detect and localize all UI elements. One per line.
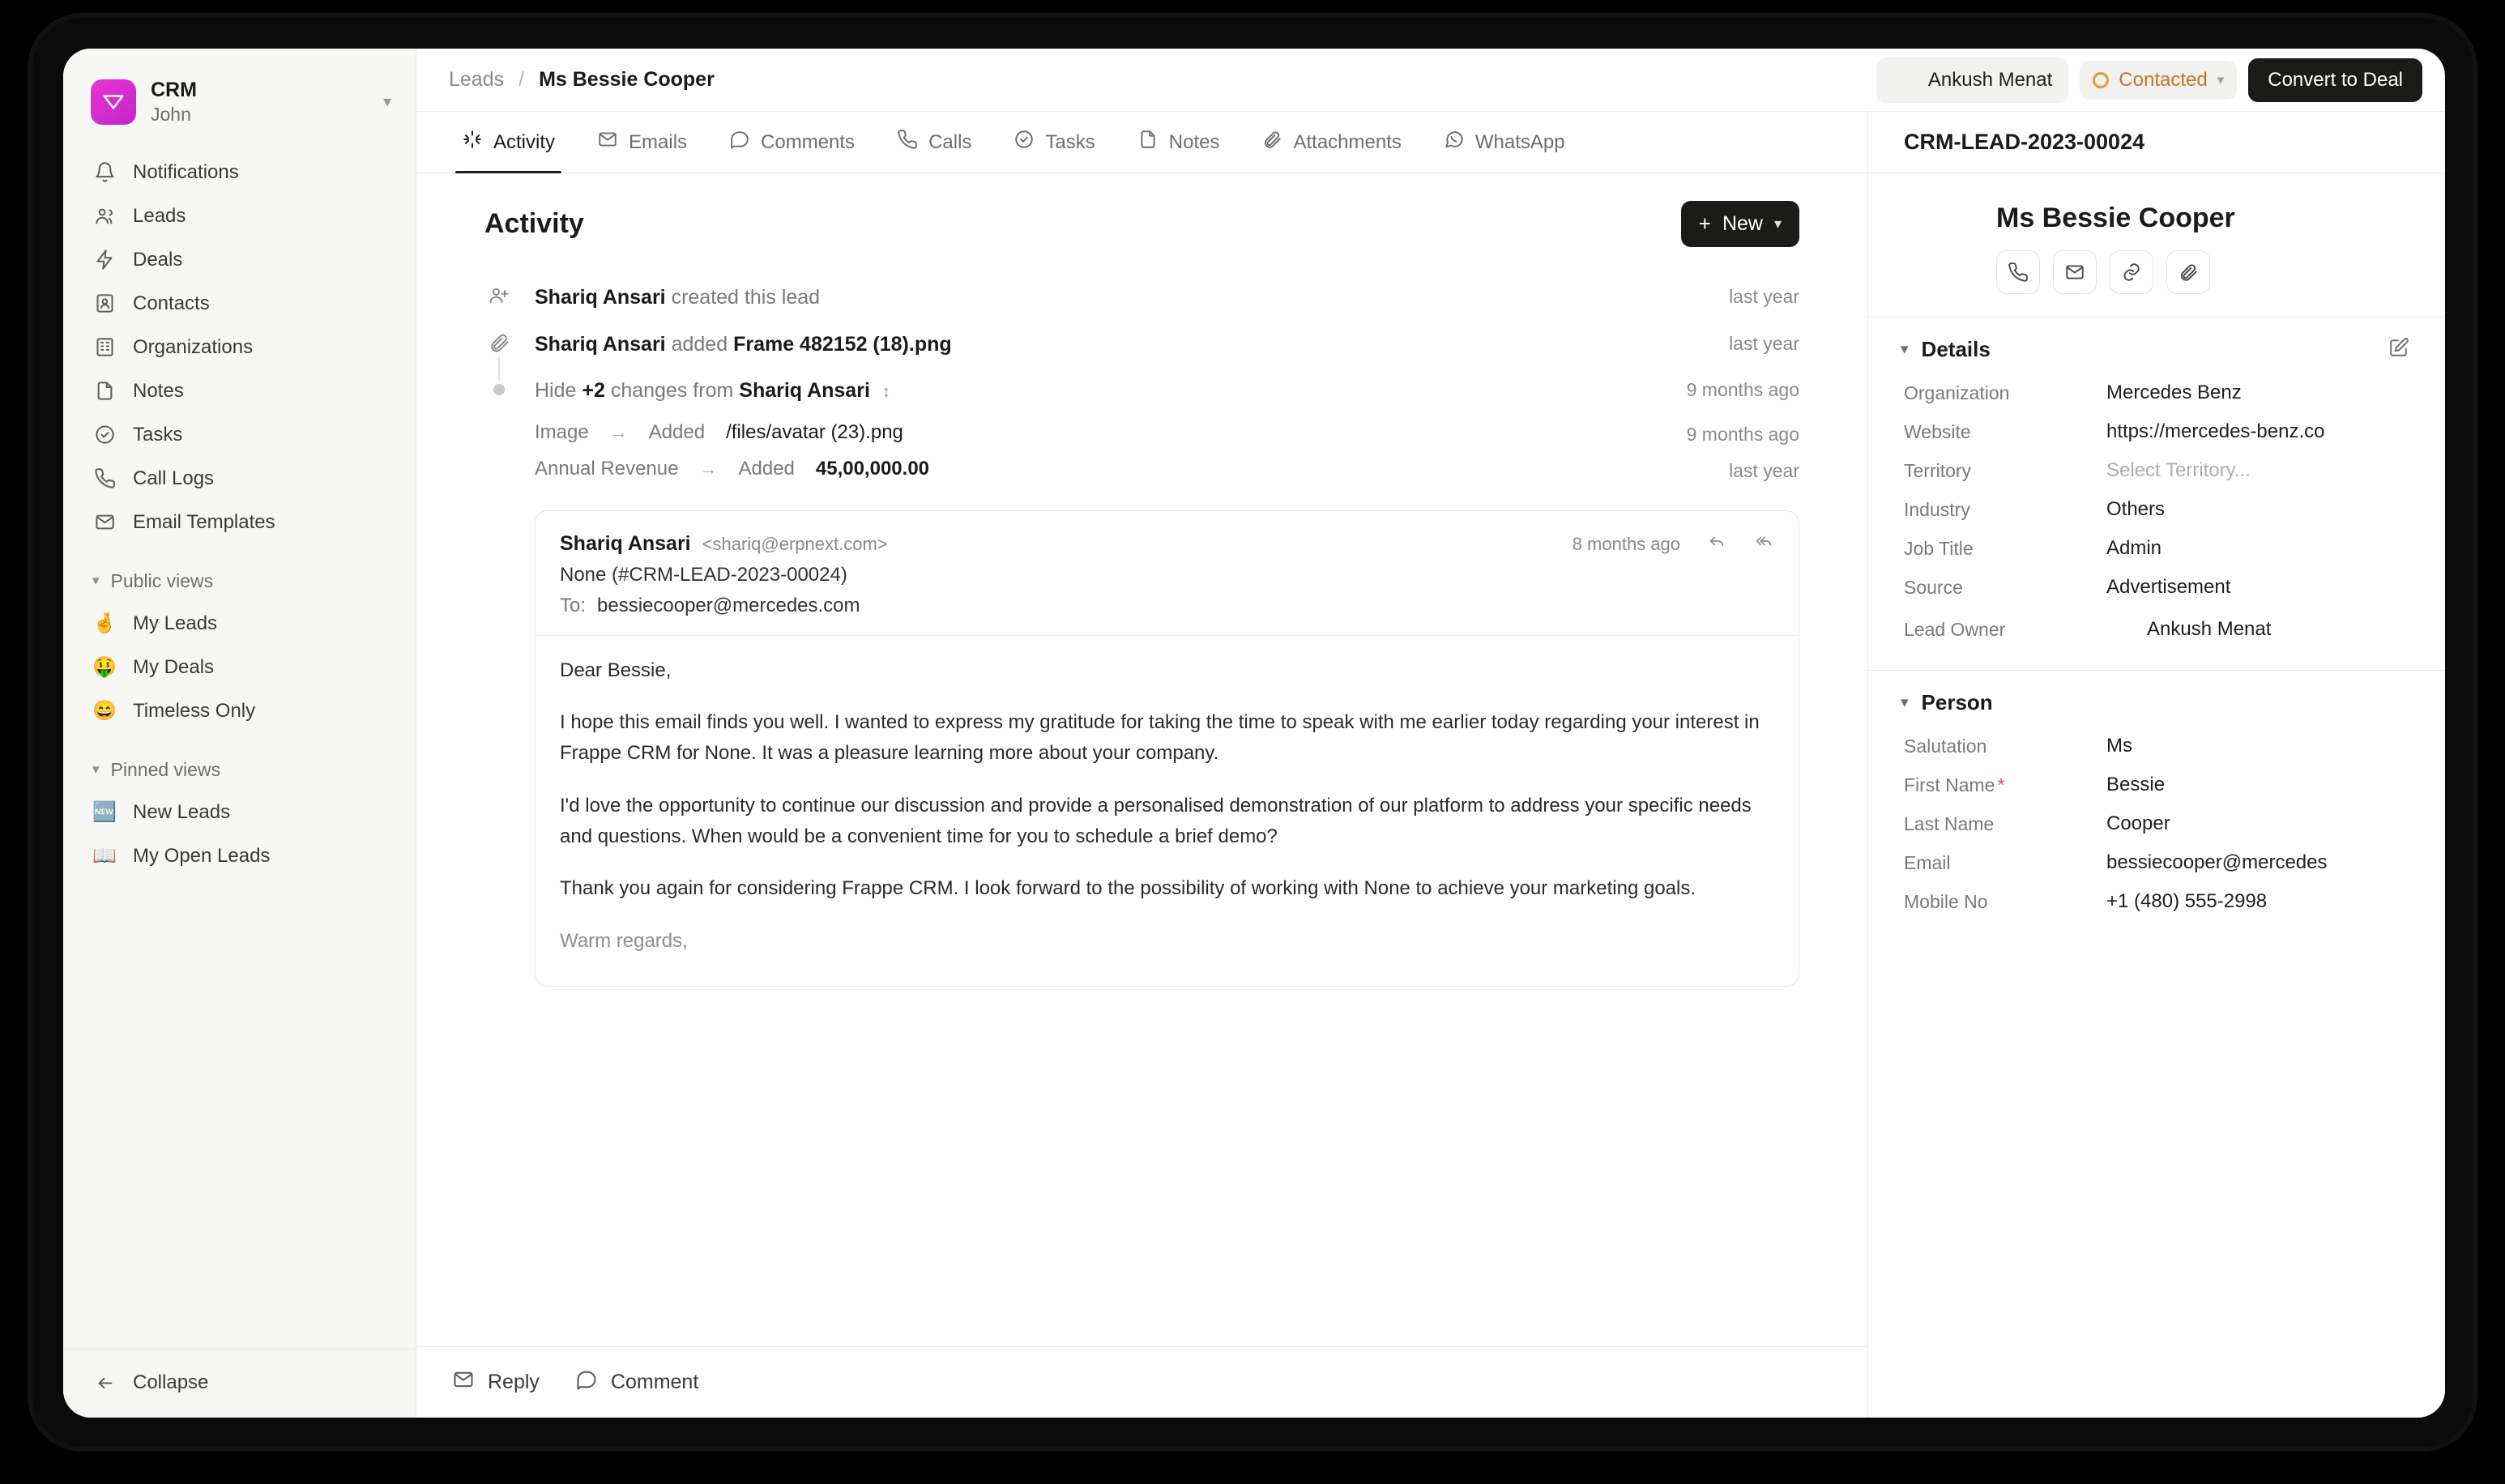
email-card[interactable]	[535, 510, 1799, 987]
plus-icon: +	[1698, 211, 1711, 236]
email-icon[interactable]	[2053, 250, 2097, 294]
book-emoji-icon: 📖	[92, 845, 117, 868]
tab-label: Attachments	[1293, 130, 1402, 153]
sidebar-item-label: New Leads	[133, 800, 231, 823]
email-recipients	[560, 595, 1774, 617]
email-body	[560, 636, 1774, 957]
chevron-down-icon: ▾	[382, 93, 391, 112]
page-title: Activity	[484, 208, 584, 239]
tab-label: Comments	[761, 130, 856, 153]
person-section-header[interactable]	[1868, 671, 2445, 727]
email-paragraph: I hope this email finds you well. I wanted to express my gratitude for taking the time to speak with me earlier today regarding your interest in Frappe CRM for None. It was a pleasure learning more about your company.	[560, 710, 1760, 765]
details-panel	[1868, 112, 2445, 1418]
email-time: 8 months ago	[1572, 533, 1680, 554]
task-icon	[1014, 129, 1035, 156]
convert-to-deal-button[interactable]: Convert to Deal	[2248, 58, 2422, 102]
feed-time: last year	[1729, 286, 1799, 307]
sidebar-item-label: Email Templates	[133, 510, 275, 533]
sidebar-item-call-logs[interactable]	[79, 458, 399, 500]
feed-group-toggle[interactable]	[484, 368, 1799, 415]
chevron-down-icon: ▾	[92, 761, 100, 778]
feed-time: last year	[1729, 332, 1799, 354]
deals-icon	[92, 248, 117, 272]
field-value-wrapper	[2106, 615, 2409, 644]
lead-owner-chip[interactable]	[1876, 58, 2068, 103]
change-field: Image	[535, 421, 589, 443]
field-email[interactable]	[1868, 843, 2445, 882]
feed-action: added	[671, 332, 728, 356]
field-label: Territory	[1904, 459, 1972, 481]
comment-button[interactable]	[575, 1368, 698, 1397]
sidebar-item-label: Timeless Only	[133, 699, 256, 722]
collapse-arrow-icon	[92, 1371, 117, 1395]
arrow-right-icon: →	[699, 458, 718, 479]
sidebar-item-timeless-only[interactable]	[79, 690, 399, 732]
email-subject: None (#CRM-LEAD-2023-00024)	[560, 563, 847, 586]
topbar	[416, 49, 2445, 112]
collapse-label: Collapse	[133, 1371, 209, 1393]
sidebar-item-label: My Leads	[133, 612, 218, 634]
chevron-down-icon: ▾	[92, 573, 100, 589]
sidebar-item-label: Call Logs	[133, 467, 215, 489]
tab-label: Notes	[1168, 130, 1220, 153]
feed-action: created this lead	[671, 286, 821, 309]
sidebar-item-leads[interactable]	[79, 195, 399, 237]
contacts-icon	[92, 292, 117, 316]
section-pinned-views[interactable]	[79, 754, 399, 786]
section-title: Person	[1921, 690, 1993, 714]
field-lead-owner[interactable]	[1868, 607, 2445, 652]
tab-notes[interactable]	[1120, 112, 1238, 173]
section-public-views[interactable]	[79, 565, 399, 597]
crm-logo-icon	[91, 79, 136, 125]
activity-content	[416, 173, 1867, 987]
organizations-icon	[92, 335, 117, 360]
sidebar-item-notes[interactable]	[79, 370, 399, 412]
brand-user: John	[151, 104, 191, 125]
hide-label: Hide	[535, 379, 577, 402]
required-marker: *	[1997, 774, 2005, 795]
field-first-name[interactable]	[1868, 765, 2445, 804]
email-icon	[597, 129, 618, 156]
field-value: Select Territory...	[2106, 459, 2251, 481]
attachment-icon[interactable]	[2166, 250, 2210, 294]
activity-icon	[462, 129, 483, 156]
sidebar-item-contacts[interactable]	[79, 283, 399, 325]
field-label: Website	[1904, 420, 1971, 442]
field-value: +1 (480) 555-2998	[2106, 890, 2268, 912]
group-actor: Shariq Ansari	[739, 379, 870, 402]
chevron-down-icon: ▾	[1773, 215, 1782, 232]
feed-text	[535, 283, 1708, 313]
field-label: Salutation	[1904, 735, 1987, 757]
field-value: Advertisement	[2106, 576, 2231, 598]
avatar	[1884, 64, 1917, 96]
tab-emails[interactable]	[579, 112, 705, 173]
attachment-icon	[484, 330, 514, 354]
sidebar-item-label: My Open Leads	[133, 844, 271, 867]
email-paragraph: Dear Bessie,	[560, 659, 672, 681]
field-label: Lead Owner	[1904, 618, 2006, 640]
sidebar-item-label: Notifications	[133, 160, 239, 183]
phone-icon	[92, 467, 117, 491]
email-paragraph: I'd love the opportunity to continue our discussion and provide a personalised demonstration of our platform to address your specific needs and questions. When would be a convenient time for you to schedule a brief demo?	[560, 794, 1752, 848]
change-value: /files/avatar (23).png	[726, 421, 903, 443]
new-button-label: New	[1722, 212, 1763, 235]
sidebar-item-label: My Deals	[133, 655, 215, 678]
sidebar-item-label: Deals	[133, 248, 183, 271]
lead-owner-name: Ankush Menat	[1927, 68, 2053, 91]
composer-bar	[416, 1346, 1867, 1418]
sidebar-item-email-templates[interactable]	[79, 501, 399, 544]
feed-actor: Shariq Ansari	[535, 286, 666, 309]
link-icon[interactable]	[2110, 250, 2153, 294]
new-activity-button[interactable]	[1681, 201, 1799, 247]
breadcrumb-separator: /	[518, 68, 525, 91]
change-count: +2	[582, 379, 605, 402]
collapse-sidebar-button[interactable]	[79, 1362, 399, 1403]
field-label: Organization	[1904, 382, 2010, 403]
attachment-icon	[1261, 129, 1282, 156]
tab-comments[interactable]	[711, 112, 873, 173]
tab-attachments[interactable]	[1244, 112, 1419, 173]
leads-icon	[92, 204, 117, 228]
tab-tasks[interactable]	[996, 112, 1112, 173]
main-area	[416, 49, 2445, 1418]
comment-icon	[729, 129, 750, 156]
status-dot-icon	[2093, 72, 2109, 88]
section-label: Public views	[110, 569, 214, 591]
field-value: Ankush Menat	[2147, 618, 2272, 640]
feed-item-created	[484, 275, 1799, 322]
phone-icon	[897, 129, 918, 156]
tasks-icon	[92, 423, 117, 447]
field-label: Source	[1904, 576, 1963, 598]
note-icon	[1137, 129, 1159, 156]
feed-actor: Shariq Ansari	[535, 332, 666, 356]
feed-time: 9 months ago	[1686, 379, 1799, 400]
timeline-line	[498, 356, 500, 381]
email-to-address: bessiecooper@mercedes.com	[597, 594, 860, 616]
field-value: Mercedes Benz	[2106, 382, 2242, 403]
hand-emoji-icon: 🤞	[92, 612, 117, 635]
change-time: last year	[1729, 459, 1799, 481]
tab-calls[interactable]	[879, 112, 989, 173]
field-industry[interactable]	[1868, 490, 2445, 529]
change-field: Annual Revenue	[535, 458, 679, 480]
person-hero	[1868, 173, 2445, 318]
email-header	[560, 532, 1774, 556]
field-label: Industry	[1904, 498, 1970, 520]
whatsapp-icon	[1444, 129, 1465, 156]
avatar	[2106, 615, 2136, 644]
money-face-emoji-icon: 🤑	[92, 656, 117, 679]
breadcrumb-leads[interactable]: Leads	[449, 68, 505, 91]
sidebar-item-label: Leads	[133, 204, 186, 227]
sidebar-item-label: Contacts	[133, 292, 210, 314]
tab-label: Tasks	[1045, 130, 1095, 153]
arrow-right-icon: →	[609, 422, 628, 442]
workspace-switcher[interactable]	[83, 71, 399, 133]
center-column	[416, 112, 1868, 1418]
reply-all-icon[interactable]	[1753, 532, 1774, 554]
change-row-image	[484, 415, 1799, 451]
comment-label: Comment	[610, 1371, 699, 1393]
tab-label: Emails	[629, 130, 688, 153]
sidebar-item-new-leads[interactable]	[79, 791, 399, 834]
field-organization[interactable]	[1868, 373, 2445, 412]
field-value: Ms	[2106, 735, 2132, 757]
tab-bar	[416, 112, 1867, 173]
status-badge[interactable]	[2080, 61, 2237, 100]
email-to-label: To:	[560, 594, 587, 616]
activity-scroll-region[interactable]	[416, 173, 1867, 1346]
person-name: Ms Bessie Cooper	[1996, 203, 2235, 233]
change-value: 45,00,000.00	[815, 458, 930, 480]
email-icon	[452, 1368, 475, 1397]
phone-icon[interactable]	[1996, 250, 2040, 294]
email-sender-address: <shariq@erpnext.com>	[702, 533, 888, 554]
field-job-title[interactable]	[1868, 529, 2445, 568]
field-website[interactable]	[1868, 412, 2445, 451]
status-label: Contacted	[2119, 68, 2208, 91]
tab-label: Activity	[493, 130, 556, 153]
chevron-updown-icon: ↕	[881, 383, 890, 401]
sidebar-item-tasks[interactable]	[79, 414, 399, 456]
field-label: Email	[1904, 851, 1951, 873]
mail-icon	[92, 510, 117, 535]
feed-text	[535, 330, 1708, 360]
tab-whatsapp[interactable]	[1426, 112, 1583, 173]
change-action: Added	[738, 458, 795, 480]
sidebar-item-deals[interactable]	[79, 239, 399, 281]
field-value: https://mercedes-benz.co	[2106, 420, 2325, 442]
chevron-down-icon: ▾	[1901, 694, 1909, 711]
sidebar-item-label: Tasks	[133, 423, 183, 446]
activity-header	[484, 201, 1799, 247]
change-row-annual-revenue	[484, 451, 1799, 488]
section-title: Details	[1921, 337, 1991, 361]
field-label: Last Name	[1904, 812, 1995, 834]
comment-icon	[575, 1368, 598, 1397]
chevron-down-icon: ▾	[2217, 71, 2225, 87]
field-value: Cooper	[2106, 812, 2170, 834]
notes-icon	[92, 379, 117, 403]
email-paragraph: Thank you again for considering Frappe CRM. I look forward to the possibility of working with None to achieve your marketing goals.	[560, 877, 1696, 900]
sidebar-item-notifications[interactable]	[79, 151, 399, 194]
field-last-name[interactable]	[1868, 804, 2445, 843]
sidebar-item-my-deals[interactable]	[79, 646, 399, 689]
tab-label: WhatsApp	[1474, 130, 1565, 153]
new-emoji-icon: 🆕	[92, 801, 117, 824]
field-salutation[interactable]	[1868, 727, 2445, 765]
field-value: Others	[2106, 498, 2166, 520]
quick-actions	[1996, 250, 2235, 294]
field-label: Job Title	[1904, 537, 1974, 559]
section-label: Pinned views	[110, 758, 221, 780]
change-action: Added	[648, 421, 706, 443]
field-value: bessiecooper@mercedes	[2106, 851, 2328, 873]
content-split	[416, 112, 2445, 1418]
dot-icon	[493, 384, 505, 395]
reply-button[interactable]	[452, 1368, 540, 1397]
feed-object: Frame 482152 (18).png	[733, 332, 952, 356]
group-dot-icon	[484, 376, 514, 395]
person-add-icon	[484, 283, 514, 307]
activity-feed	[484, 275, 1799, 987]
field-mobile-no[interactable]	[1868, 882, 2445, 921]
change-time: 9 months ago	[1686, 423, 1799, 445]
tab-label: Calls	[928, 130, 972, 153]
sidebar-item-organizations[interactable]	[79, 326, 399, 369]
bell-icon	[92, 160, 117, 185]
edit-icon[interactable]	[2388, 337, 2409, 362]
field-territory[interactable]	[1868, 451, 2445, 490]
app-window	[63, 49, 2445, 1418]
avatar[interactable]	[1904, 198, 1975, 269]
tab-activity[interactable]	[444, 112, 573, 173]
field-label: First Name *	[1904, 774, 2005, 795]
sidebar	[63, 49, 416, 1418]
email-sender-name: Shariq Ansari	[560, 531, 691, 555]
sidebar-item-my-open-leads[interactable]	[79, 835, 399, 877]
sidebar-footer	[63, 1349, 416, 1418]
sidebar-item-label: Organizations	[133, 335, 254, 358]
email-paragraph: Warm regards,	[560, 929, 688, 952]
field-value: Admin	[2106, 537, 2162, 559]
field-source[interactable]	[1868, 568, 2445, 607]
chevron-down-icon: ▾	[1901, 341, 1909, 358]
reply-icon[interactable]	[1706, 532, 1727, 554]
brand-name: CRM	[151, 79, 197, 101]
smile-emoji-icon: 😄	[92, 700, 117, 723]
details-section-header[interactable]	[1868, 318, 2445, 373]
field-value: Bessie	[2106, 774, 2166, 795]
avatar	[484, 524, 518, 558]
record-id: CRM-LEAD-2023-00024	[1868, 112, 2445, 173]
feed-item-attachment	[484, 322, 1799, 369]
breadcrumb-current: Ms Bessie Cooper	[539, 68, 715, 91]
sidebar-item-label: Notes	[133, 379, 184, 402]
changes-label: changes from	[610, 379, 734, 402]
workspace-labels	[151, 78, 369, 126]
reply-label: Reply	[488, 1371, 540, 1393]
sidebar-item-my-leads[interactable]	[79, 603, 399, 645]
feed-text	[535, 376, 1666, 407]
field-label: Mobile No	[1904, 890, 1988, 912]
